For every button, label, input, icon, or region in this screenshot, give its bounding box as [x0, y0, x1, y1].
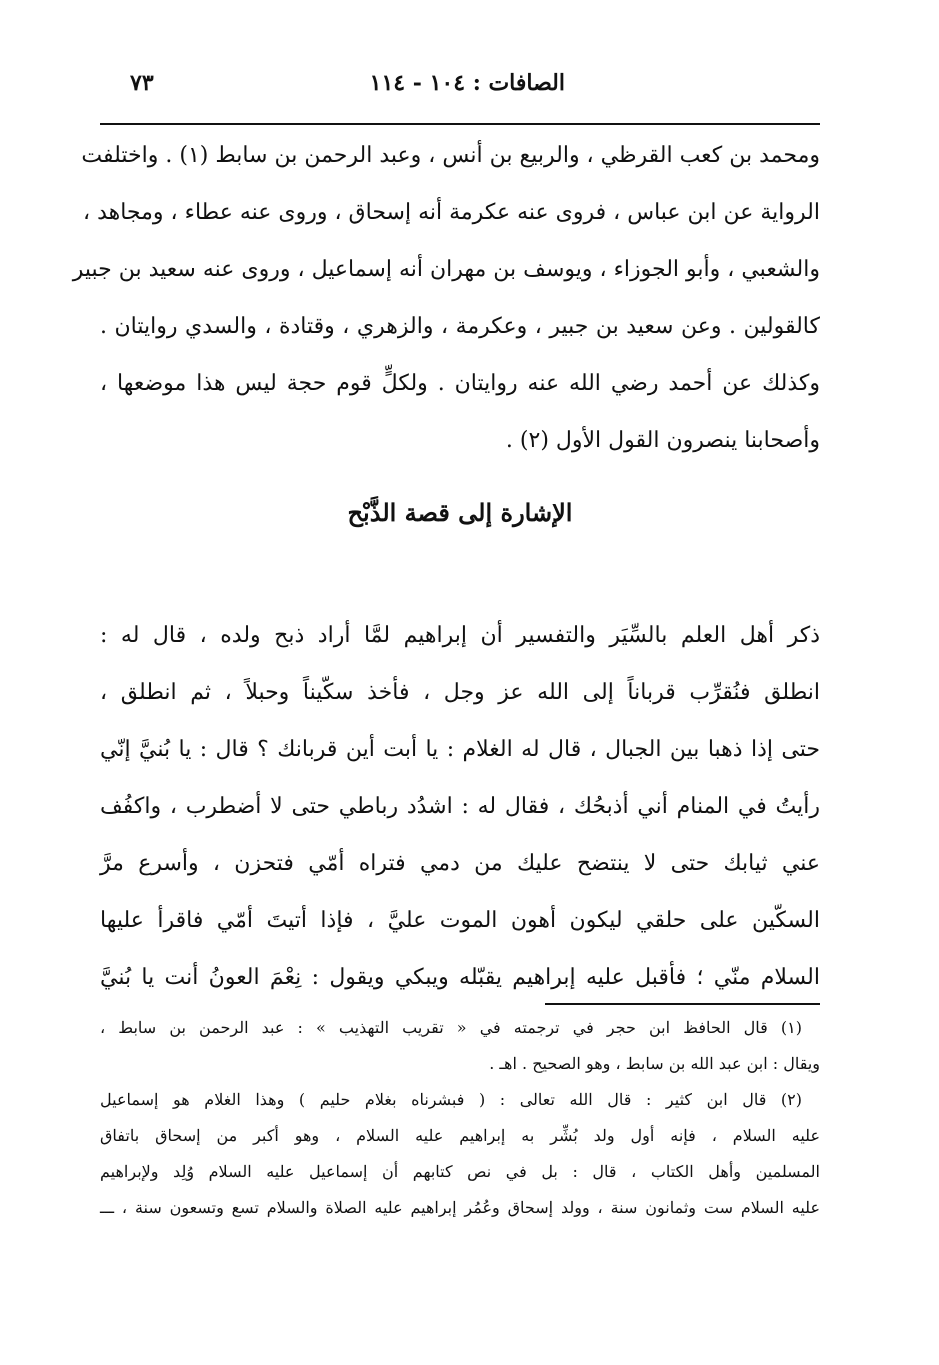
text-line: السكّين على حلقي ليكون أهون الموت عليَّ ، فإذا أتيتَ أمّي فاقرأ عليها: [100, 908, 820, 933]
footnote-line: (٢) قال ابن كثير : قال الله تعالى : ( فبشرناه بغلام حليم ) وهذا الغلام هو إسماعيل: [100, 1090, 802, 1109]
text-line: ومحمد بن كعب القرظي ، والربيع بن أنس ، وعبد الرحمن بن سابط (١) . واختلفت: [81, 143, 820, 168]
paragraph-opinions: [72, 132, 820, 474]
text-line: ذكر أهل العلم بالسِّيَر والتفسير أن إبراهيم لمَّا أراد ذبح ولده ، قال له :: [100, 623, 820, 648]
footnote-line: المسلمين وأهل الكتاب ، قال : بل في نص كتابهم أن إسماعيل عليه السلام وُلِد ولإبراهيم: [100, 1162, 820, 1181]
footnote-line: عليه السلام ست وثمانون سنة ، وولد إسحاق وعُمُر إبراهيم عليه الصلاة والسلام تسع وتسعون سنة ، ـــ: [100, 1198, 820, 1217]
text-line: وأصحابنا ينصرون القول الأول (٢) .: [505, 428, 820, 453]
footnotes: [100, 1012, 820, 1228]
text-line: الرواية عن ابن عباس ، فروى عنه عكرمة أنه إسحاق ، وروى عنه عطاء ، ومجاهد ،: [82, 200, 820, 225]
footnote-line: (١) قال الحافظ ابن حجر في ترجمته في « تقريب التهذيب » : عبد الرحمن بن سابط ،: [100, 1018, 803, 1037]
text-line: وكذلك عن أحمد رضي الله عنه روايتان . ولكلٍّ قوم حجة ليس هذا موضعها ،: [100, 371, 820, 396]
text-line: السلام منّي ؛ فأقبل عليه إبراهيم يقبّله ويبكي ويقول : نِعْمَ العونُ أنت يا بُنيَّ: [100, 965, 820, 990]
text-line: رأيتُ في المنام أني أذبحُك ، فقال له : اشدُد رباطي حتى لا أضطرب ، واكفُف: [100, 794, 820, 819]
text-line: والشعبي ، وأبو الجوزاء ، ويوسف بن مهران أنه إسماعيل ، وروى عنه سعيد بن جبير: [72, 257, 820, 282]
page-number: ٧٣: [130, 70, 154, 96]
text-line: انطلق فنُقرِّب قرباناً إلى الله عز وجل ، فأخذ سكّيناً وحبلاً ، ثم انطلق ،: [100, 680, 820, 705]
text-line: حتى إذا ذهبا بين الجبال ، قال له الغلام : يا أبت أين قربانك ؟ قال : يا بُنيَّ إنّي: [100, 737, 820, 762]
footnote-line: عليه السلام ، فإنه أول ولد بُشِّر به إبراهيم عليه السلام ، وهو أكبر من إسحاق باتفاق: [100, 1126, 820, 1145]
section-heading: الإشارة إلى قصة الذَّبْح: [347, 498, 573, 527]
footnote-rule: [545, 1003, 820, 1005]
running-title: الصافات : ١٠٤ - ١١٤: [369, 70, 565, 96]
page-header: [100, 70, 820, 126]
paragraph-story: [100, 612, 820, 1011]
text-line: عني ثيابك حتى لا ينتضح عليك من دمي فتراه أمّي فتحزن ، وأسرع مرَّ: [100, 851, 820, 876]
text-line: كالقولين . وعن سعيد بن جبير ، وعكرمة ، والزهري ، وقتادة ، والسدي روايتان .: [100, 314, 820, 339]
footnote-line: ويقال : ابن عبد الله بن سابط ، وهو الصحيح . اهـ .: [489, 1054, 820, 1073]
header-rule: [100, 123, 820, 125]
